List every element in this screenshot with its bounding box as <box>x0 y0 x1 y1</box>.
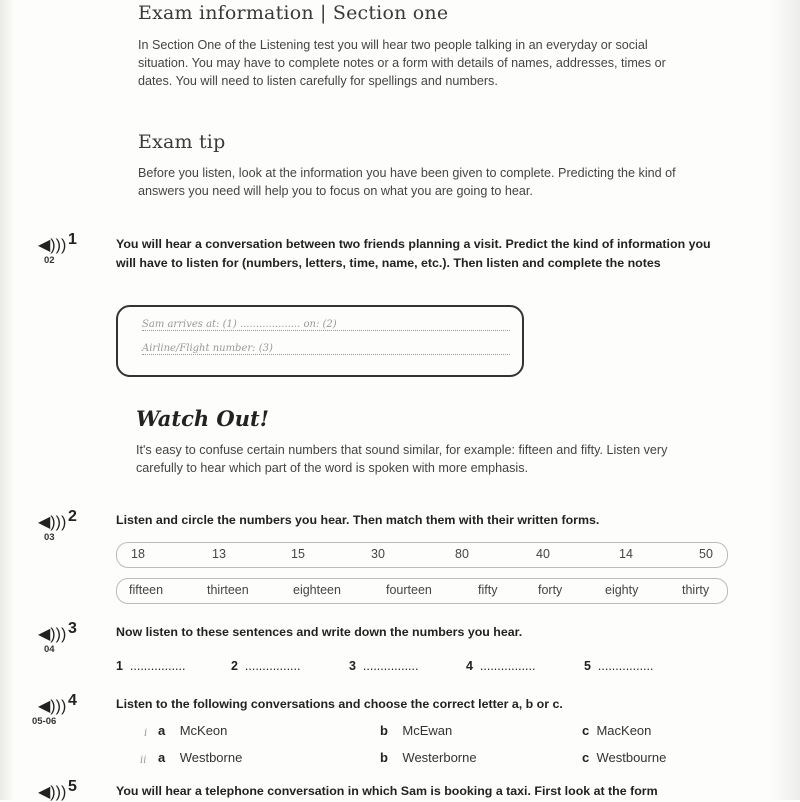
speaker-icon[interactable]: ◀︎))) <box>38 784 67 801</box>
option-a[interactable]: a McKeon <box>158 723 228 738</box>
number-option[interactable]: 18 <box>131 547 145 561</box>
option-a[interactable]: a Westborne <box>158 750 243 765</box>
option-c[interactable]: c Westbourne <box>582 750 667 765</box>
tip-title: Exam tip <box>138 131 226 153</box>
answer-item: 4 ................ <box>466 659 536 673</box>
word-option[interactable]: fourteen <box>386 583 432 597</box>
answer-item: 1 ................ <box>116 659 186 673</box>
number-option[interactable]: 50 <box>699 547 713 561</box>
tip-text: Before you listen, look at the information you have been given to complete. Predicting the kind of answers you need will help you to focus on what you are going to hear. <box>138 166 676 198</box>
word-option[interactable]: eighteen <box>293 583 341 597</box>
number-option[interactable]: 40 <box>536 547 550 561</box>
note-line-2[interactable]: Airline/Flight number: (3) <box>142 343 510 355</box>
option-c[interactable]: c MacKeon <box>582 723 652 738</box>
notes-box <box>116 305 524 377</box>
speaker-icon[interactable]: ◀︎))) <box>38 626 67 643</box>
word-option[interactable]: fifteen <box>129 583 164 597</box>
track-number: 03 <box>44 532 55 543</box>
option-row-roman: ii <box>140 755 147 766</box>
word-option[interactable]: thirteen <box>207 583 249 597</box>
speaker-icon[interactable]: ◀︎))) <box>38 514 67 531</box>
word-option[interactable]: forty <box>538 583 563 597</box>
exercise-5-instruction: You will hear a telephone conversation in which Sam is booking a taxi. First look at the form <box>116 784 658 798</box>
number-option[interactable]: 13 <box>212 547 226 561</box>
option-b[interactable]: b McEwan <box>380 723 453 738</box>
exercise-number: 2 <box>68 508 77 525</box>
page-edge-left <box>0 0 14 800</box>
watch-out-text: It's easy to confuse certain numbers that sound similar, for example: fifteen and fifty. Listen very carefully to hear which part of the word is spoken with more emphasis. <box>136 443 668 475</box>
track-number: 05-06 <box>32 716 57 727</box>
answer-item: 3 ................ <box>349 659 419 673</box>
exercise-number: 4 <box>68 692 77 709</box>
words-row <box>116 578 728 604</box>
number-option[interactable]: 15 <box>291 547 305 561</box>
option-row-roman: i <box>144 728 148 739</box>
watch-out-title: Watch Out! <box>136 406 269 431</box>
track-number: 02 <box>44 255 55 266</box>
speaker-icon[interactable]: ◀︎))) <box>38 698 67 715</box>
note-line-1[interactable]: Sam arrives at: (1) ................... on: (2) <box>142 319 510 331</box>
answer-blank[interactable]: ................ <box>597 659 654 673</box>
exercise-2-instruction: Listen and circle the numbers you hear. Then match them with their written forms. <box>116 513 600 527</box>
exercise-number: 5 <box>68 778 77 795</box>
word-option[interactable]: eighty <box>605 583 639 597</box>
exercise-number: 1 <box>68 231 77 248</box>
section-title: Exam information | Section one <box>138 2 449 24</box>
number-option[interactable]: 30 <box>371 547 385 561</box>
answer-blank[interactable]: ................ <box>244 659 301 673</box>
track-number: 04 <box>44 644 55 655</box>
answer-item: 5 ................ <box>584 659 654 673</box>
page-edge-right <box>770 0 800 800</box>
number-option[interactable]: 80 <box>455 547 469 561</box>
word-option[interactable]: fifty <box>478 583 498 597</box>
answer-blank[interactable]: ................ <box>362 659 419 673</box>
section-text: In Section One of the Listening test you will hear two people talking in an everyday or social situation. You may have to complete notes or a form with details of names, addresses, times or dates. You will need to listen carefully for spellings and numbers. <box>138 38 666 88</box>
option-b[interactable]: b Westerborne <box>380 750 477 765</box>
exercise-3-instruction: Now listen to these sentences and write down the numbers you hear. <box>116 625 523 639</box>
word-option[interactable]: thirty <box>682 583 710 597</box>
speaker-icon[interactable]: ◀︎))) <box>38 237 67 254</box>
answer-blank[interactable]: ................ <box>479 659 536 673</box>
answer-item: 2 ................ <box>231 659 301 673</box>
exercise-number: 3 <box>68 620 77 637</box>
number-option[interactable]: 14 <box>619 547 633 561</box>
numbers-row <box>116 542 728 568</box>
exercise-1-instruction: You will hear a conversation between two friends planning a visit. Predict the kind of information you will have to listen for (numbers, letters, time, name, etc.). Then listen and complete the notes <box>116 237 711 270</box>
exercise-4-instruction: Listen to the following conversations and choose the correct letter a, b or c. <box>116 697 563 711</box>
answer-blank[interactable]: ................ <box>129 659 186 673</box>
